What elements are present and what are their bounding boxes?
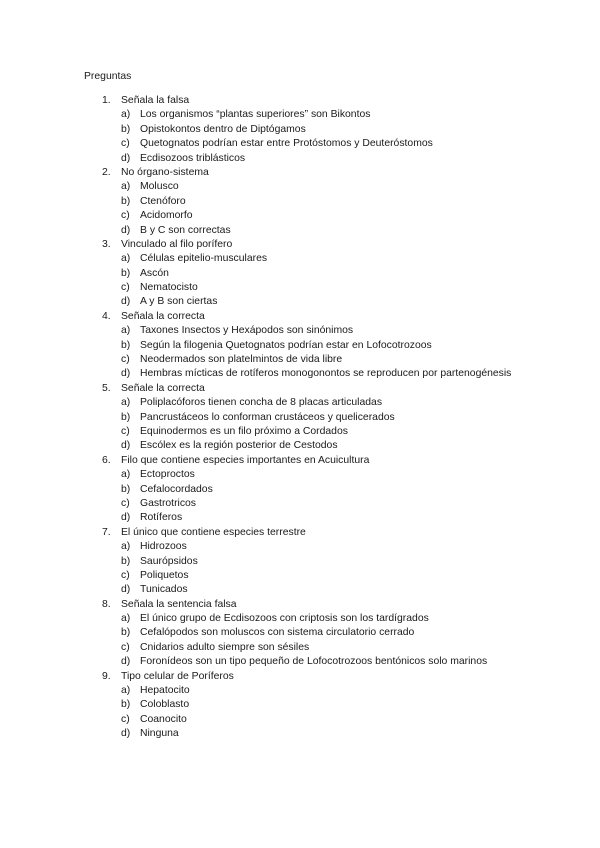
answer-option xyxy=(0,583,600,597)
option-text: Poliquetos xyxy=(140,569,189,581)
answer-option xyxy=(0,727,600,741)
question-line xyxy=(0,598,600,612)
answer-option xyxy=(0,252,600,266)
option-text: Escólex es la región posterior de Cestodos xyxy=(140,440,338,452)
option-letter: c) xyxy=(121,713,130,725)
option-text: Hepatocito xyxy=(140,685,190,697)
question-number: 4. xyxy=(102,310,111,322)
answer-option xyxy=(0,152,600,166)
question-8 xyxy=(0,598,600,670)
question-number: 1. xyxy=(102,95,111,106)
option-text: Ctenóforo xyxy=(140,195,186,207)
option-letter: c) xyxy=(121,425,130,437)
answer-option xyxy=(0,483,600,497)
answer-option xyxy=(0,439,600,453)
question-number: 8. xyxy=(102,598,111,610)
question-1 xyxy=(0,94,600,166)
option-text: Taxones Insectos y Hexápodos son sinónimos xyxy=(140,325,354,337)
question-line xyxy=(0,382,600,396)
answer-option xyxy=(0,353,600,367)
question-text: Tipo celular de Poríferos xyxy=(121,670,234,682)
question-4 xyxy=(0,310,600,382)
answer-option xyxy=(0,713,600,727)
answer-option xyxy=(0,339,600,353)
option-letter: d) xyxy=(121,656,131,668)
answer-option xyxy=(0,137,600,151)
question-line xyxy=(0,670,600,684)
option-text: Ectoproctos xyxy=(140,469,195,481)
answer-option xyxy=(0,324,600,338)
option-letter: d) xyxy=(121,512,131,524)
option-letter: a) xyxy=(121,325,131,337)
option-text: Cefalópodos son moluscos con sistema circulatorio cerrado xyxy=(140,627,415,639)
question-6 xyxy=(0,454,600,526)
option-letter: a) xyxy=(121,541,131,553)
question-number: 5. xyxy=(102,382,111,394)
answer-option xyxy=(0,396,600,410)
question-number: 2. xyxy=(102,166,111,178)
option-text: Poliplacóforos tienen concha de 8 placas articuladas xyxy=(140,397,383,409)
option-letter: b) xyxy=(121,123,131,135)
answer-option xyxy=(0,641,600,655)
answer-option xyxy=(0,540,600,554)
question-list xyxy=(0,94,600,742)
question-5 xyxy=(0,382,600,454)
option-text: Acidomorfo xyxy=(140,210,193,222)
option-text: Ascón xyxy=(140,267,169,279)
option-letter: d) xyxy=(121,224,131,236)
option-letter: b) xyxy=(121,699,131,711)
option-text: Quetognatos podrían estar entre Protóstomos y Deuteróstomos xyxy=(140,138,433,150)
answer-option xyxy=(0,367,600,381)
option-text: Saurópsidos xyxy=(140,555,198,567)
option-text: Molusco xyxy=(140,181,179,193)
option-text: Hidrozoos xyxy=(140,541,187,553)
option-letter: c) xyxy=(121,641,130,653)
option-text: Ecdisozoos triblásticos xyxy=(140,152,246,164)
question-text: Filo que contiene especies importantes en Acuicultura xyxy=(121,454,370,466)
option-text: Ninguna xyxy=(140,728,179,740)
option-text: Células epitelio-musculares xyxy=(140,253,268,265)
option-text: B y C son correctas xyxy=(140,224,231,236)
option-letter: c) xyxy=(121,497,130,509)
option-text: Neodermados son platelmintos de vida libre xyxy=(140,354,343,366)
option-letter: d) xyxy=(121,152,131,164)
option-letter: d) xyxy=(121,584,131,596)
question-7 xyxy=(0,526,600,598)
option-letter: c) xyxy=(121,138,130,150)
question-text: Señale la correcta xyxy=(121,382,205,394)
option-letter: b) xyxy=(121,195,131,207)
question-line xyxy=(0,94,600,108)
answer-option xyxy=(0,468,600,482)
answer-option xyxy=(0,180,600,194)
question-2 xyxy=(0,166,600,238)
option-letter: c) xyxy=(121,210,130,222)
option-text: Coanocito xyxy=(140,713,187,725)
option-text: Cefalocordados xyxy=(140,483,213,495)
answer-option xyxy=(0,195,600,209)
option-text: Los organismos “plantas superiores” son Bikontos xyxy=(140,109,371,121)
question-text: No órgano-sistema xyxy=(121,166,209,178)
answer-option xyxy=(0,612,600,626)
question-line xyxy=(0,526,600,540)
option-text: Rotíferos xyxy=(140,512,183,524)
option-letter: c) xyxy=(121,282,130,294)
question-number: 6. xyxy=(102,454,111,466)
option-text: Equinodermos es un filo próximo a Cordados xyxy=(140,425,348,437)
option-text: El único grupo de Ecdisozoos con criptosis son los tardígrados xyxy=(140,613,429,625)
answer-option xyxy=(0,267,600,281)
option-letter: b) xyxy=(121,483,131,495)
answer-option xyxy=(0,684,600,698)
option-letter: b) xyxy=(121,411,131,423)
answer-option xyxy=(0,511,600,525)
answer-option xyxy=(0,295,600,309)
answer-option xyxy=(0,411,600,425)
question-number: 7. xyxy=(102,526,111,538)
question-text: Vinculado al filo porífero xyxy=(121,238,233,250)
answer-option xyxy=(0,555,600,569)
question-line xyxy=(0,310,600,324)
answer-option xyxy=(0,108,600,122)
option-letter: d) xyxy=(121,440,131,452)
question-number: 3. xyxy=(102,238,111,250)
answer-option xyxy=(0,626,600,640)
option-text: Hembras mícticas de rotíferos monogonontos se reproducen por partenogénesis xyxy=(140,368,512,380)
option-text: Nematocisto xyxy=(140,282,198,294)
option-letter: c) xyxy=(121,569,130,581)
option-letter: a) xyxy=(121,181,131,193)
page-title: Preguntas xyxy=(84,71,132,82)
option-letter: a) xyxy=(121,109,131,121)
option-letter: d) xyxy=(121,728,131,740)
option-letter: a) xyxy=(121,685,131,697)
question-text: El único que contiene especies terrestre xyxy=(121,526,306,538)
option-letter: d) xyxy=(121,368,131,380)
question-9 xyxy=(0,670,600,742)
question-text: Señala la correcta xyxy=(121,310,205,322)
option-letter: b) xyxy=(121,267,131,279)
question-text: Señala la falsa xyxy=(121,95,190,106)
question-3 xyxy=(0,238,600,310)
question-line xyxy=(0,454,600,468)
option-text: Tunicados xyxy=(140,584,188,596)
option-letter: a) xyxy=(121,397,131,409)
option-letter: a) xyxy=(121,469,131,481)
answer-option xyxy=(0,655,600,669)
option-text: Opistokontos dentro de Diptógamos xyxy=(140,123,306,135)
option-text: Foronídeos son un tipo pequeño de Lofocotrozoos bentónicos solo marinos xyxy=(140,656,488,668)
option-text: Coloblasto xyxy=(140,699,190,711)
answer-option xyxy=(0,698,600,712)
answer-option xyxy=(0,209,600,223)
answer-option xyxy=(0,123,600,137)
question-line xyxy=(0,166,600,180)
option-letter: b) xyxy=(121,555,131,567)
question-number: 9. xyxy=(102,670,111,682)
answer-option xyxy=(0,497,600,511)
option-text: Según la filogenia Quetognatos podrían estar en Lofocotrozoos xyxy=(140,339,432,351)
option-letter: b) xyxy=(121,339,131,351)
answer-option xyxy=(0,425,600,439)
option-letter: b) xyxy=(121,627,131,639)
option-letter: c) xyxy=(121,354,130,366)
question-line xyxy=(0,238,600,252)
option-text: Pancrustáceos lo conforman crustáceos y quelicerados xyxy=(140,411,395,423)
option-text: Cnidarios adulto siempre son sésiles xyxy=(140,641,310,653)
option-letter: a) xyxy=(121,613,131,625)
option-letter: d) xyxy=(121,296,131,308)
option-text: Gastrotricos xyxy=(140,497,197,509)
question-text: Señala la sentencia falsa xyxy=(121,598,237,610)
option-letter: a) xyxy=(121,253,131,265)
option-text: A y B son ciertas xyxy=(140,296,218,308)
answer-option xyxy=(0,281,600,295)
answer-option xyxy=(0,569,600,583)
answer-option xyxy=(0,224,600,238)
